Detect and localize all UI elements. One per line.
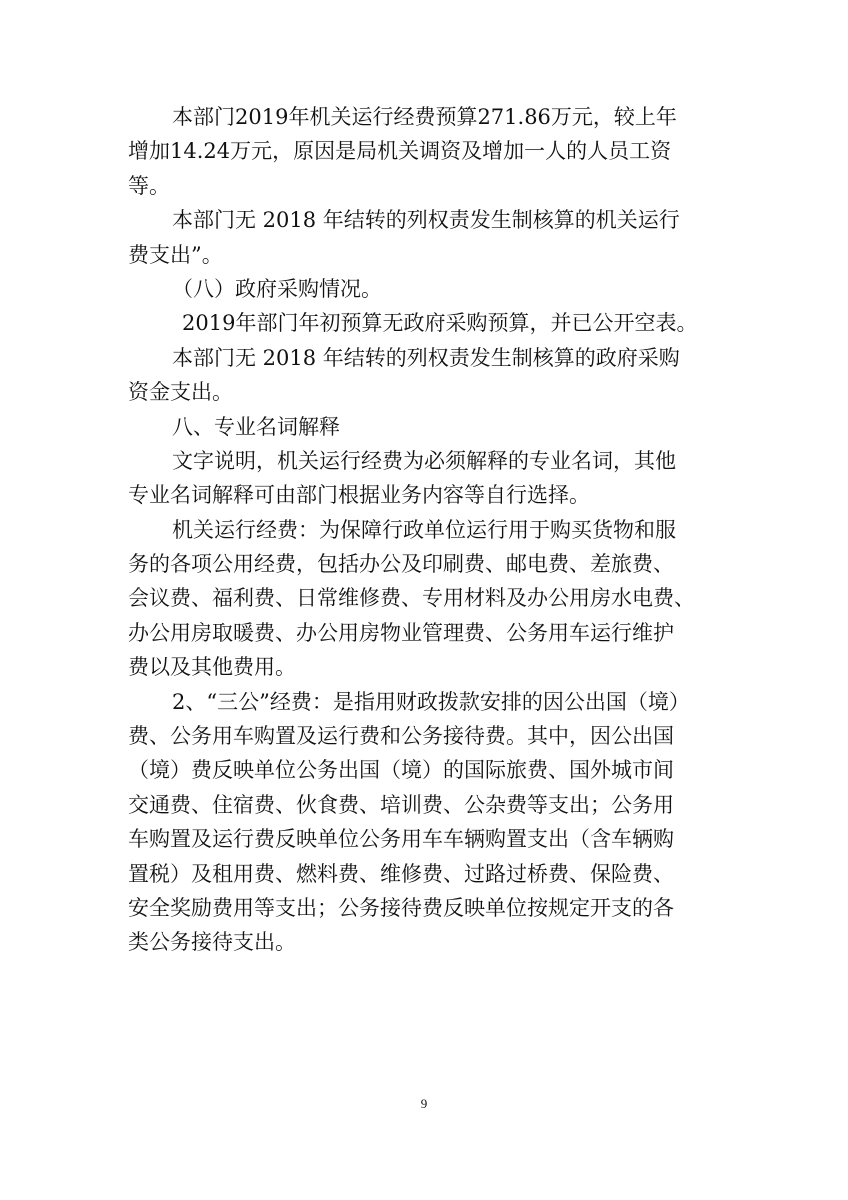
document-body	[128, 100, 728, 960]
paragraph-line: 置税）及租用费、燃料费、维修费、过路过桥费、保险费、	[128, 861, 674, 886]
paragraph-line: 费以及其他费用。	[128, 655, 296, 680]
paragraph-line: 专业名词解释可由部门根据业务内容等自行选择。	[128, 483, 590, 508]
paragraph-line: 费、公务用车购置及运行费和公务接待费。其中，因公出国	[128, 724, 674, 749]
page-number: 9	[420, 1096, 428, 1111]
paragraph-line: 安全奖励费用等支出；公务接待费反映单位按规定开支的各	[128, 895, 674, 920]
paragraph-line: 办公用房取暖费、办公用房物业管理费、公务用车运行维护	[128, 620, 674, 645]
paragraph-line: 本部门无 2018 年结转的列权责发生制核算的政府采购	[172, 345, 680, 370]
paragraph-line: 务的各项公用经费，包括办公及印刷费、邮电费、差旅费、	[128, 552, 674, 577]
paragraph-line: 费支出”。	[128, 242, 223, 267]
paragraph-line: 等。	[128, 173, 170, 198]
section-heading: （八）政府采购情况。	[172, 276, 382, 301]
paragraph-line: 机关运行经费：为保障行政单位运行用于购买货物和服	[172, 517, 676, 542]
paragraph-line: （境）费反映单位公务出国（境）的国际旅费、国外城市间	[128, 758, 674, 783]
paragraph-line: 增加14.24万元，原因是局机关调资及增加一人的人员工资	[128, 139, 672, 164]
section-heading: 八、专业名词解释	[172, 414, 340, 439]
paragraph-line: 2、“三公”经费：是指用财政拨款安排的因公出国（境）	[172, 689, 690, 714]
paragraph-line: 会议费、福利费、日常维修费、专用材料及办公用房水电费、	[128, 586, 695, 611]
paragraph-line: 类公务接待支出。	[128, 930, 296, 955]
paragraph-line: 本部门2019年机关运行经费预算271.86万元，较上年	[172, 105, 677, 129]
paragraph-line: 车购置及运行费反映单位公务用车车辆购置支出（含车辆购	[128, 827, 674, 852]
paragraph-line: 2019年部门年初预算无政府采购预算，并已公开空表。	[182, 311, 698, 336]
paragraph-line: 本部门无 2018 年结转的列权责发生制核算的机关运行	[172, 208, 680, 233]
paragraph-line: 文字说明，机关运行经费为必须解释的专业名词，其他	[172, 448, 676, 473]
paragraph-line: 交通费、住宿费、伙食费、培训费、公杂费等支出；公务用	[128, 792, 674, 817]
paragraph-line: 资金支出。	[128, 380, 233, 405]
